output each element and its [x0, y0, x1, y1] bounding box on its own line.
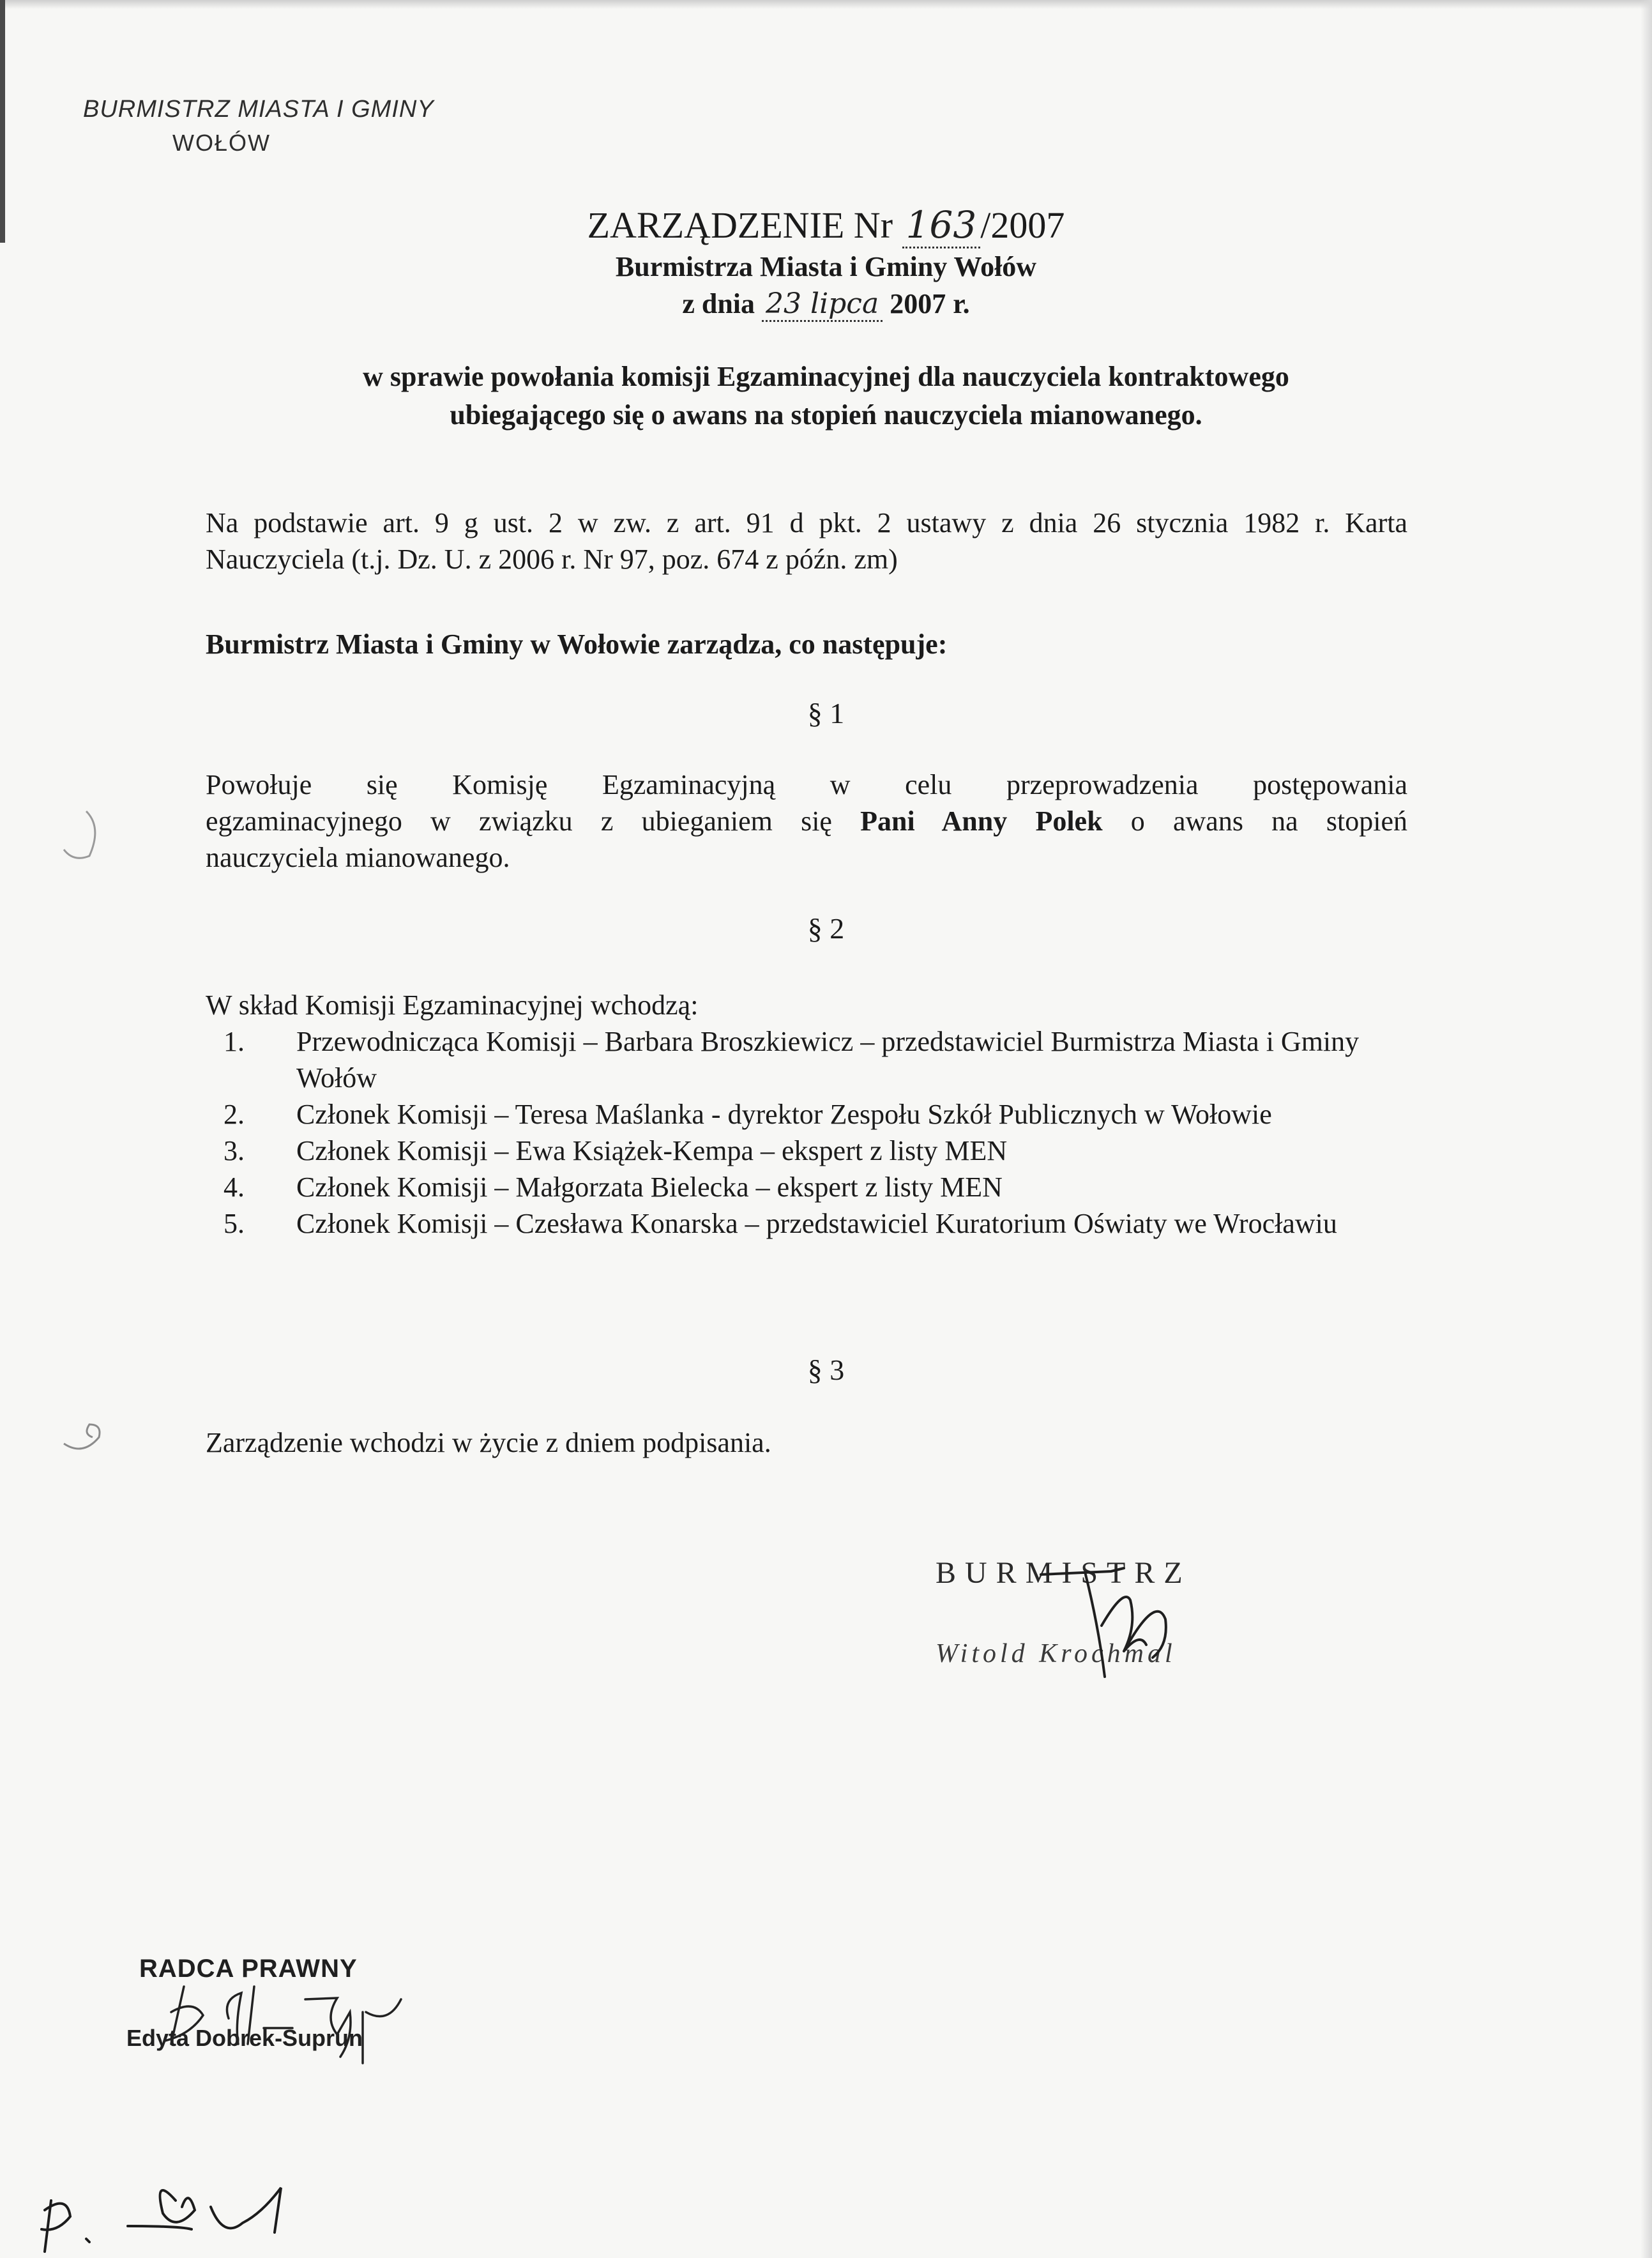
paragraph1-line2-before: egzaminacyjnego w związku z ubieganiem się [206, 805, 832, 837]
list-item-number: 4. [224, 1171, 245, 1203]
decree-statement: Burmistrz Miasta i Gminy w Wołowie zarządza, co następuje: [206, 629, 948, 660]
candidate-name: Pani Anny Polek [860, 805, 1103, 837]
title-prefix: ZARZĄDZENIE Nr [587, 204, 893, 246]
paragraph1-line3: nauczyciela mianowanego. [206, 842, 510, 873]
paragraph1-line2 [206, 803, 1407, 839]
members-list [224, 1023, 1424, 1242]
legal-basis-line1: Na podstawie art. 9 g ust. 2 w zw. z art. 91 d pkt. 2 ustawy z dnia 26 stycznia 1982 r. Karta [206, 507, 1407, 538]
list-item [224, 1096, 1424, 1133]
scan-edge-top [0, 0, 1652, 9]
legal-counsel-name: Edyta Dobrek-Suprun [126, 2025, 363, 2051]
section-1-paragraph [206, 767, 1407, 876]
list-item-number: 5. [224, 1208, 245, 1239]
list-item-number: 2. [224, 1099, 245, 1130]
paragraph1-line2-after: o awans na stopień [1130, 805, 1408, 837]
legal-counsel-title: RADCA PRAWNY [139, 1955, 358, 1983]
list-item [224, 1133, 1424, 1169]
list-item-text: Członek Komisji – Ewa Książek-Kempa – ekspert z listy MEN [296, 1135, 1008, 1166]
scan-edge-right [1641, 0, 1652, 2258]
list-item [224, 1205, 1424, 1242]
section-3-paragraph: Zarządzenie wchodzi w życie z dniem podpisania. [206, 1427, 771, 1458]
date-prefix: z dnia [682, 288, 755, 319]
list-item-text: Członek Komisji – Czesława Konarska – przedstawiciel Kuratorium Oświaty we Wrocławiu [296, 1208, 1337, 1239]
legal-basis [206, 505, 1407, 577]
header-stamp [83, 96, 434, 156]
legal-counsel-stamp [126, 1955, 446, 2070]
list-item-text: Członek Komisji – Teresa Maślanka - dyrektor Zespołu Szkół Publicznych w Wołowie [296, 1099, 1272, 1130]
list-item-text: Członek Komisji – Małgorzata Bielecka – ekspert z listy MEN [296, 1171, 1003, 1203]
section-1-heading: § 1 [807, 697, 845, 729]
section-2-heading: § 2 [807, 912, 845, 945]
date-suffix: 2007 r. [890, 288, 970, 319]
list-item-number: 1. [224, 1026, 245, 1057]
handwritten-signature-icon [1028, 1549, 1194, 1690]
signature-stamp-title: BURMISTRZ [936, 1556, 1192, 1590]
document-date [0, 287, 1652, 320]
scan-smudge-icon [51, 1412, 115, 1463]
list-item [224, 1169, 1424, 1205]
members-lead: W skład Komisji Egzaminacyjnej wchodzą: [206, 989, 699, 1021]
date-handwritten: 23 lipca [762, 287, 883, 322]
mayor-signature-stamp [932, 1549, 1290, 1690]
document-subtitle: Burmistrza Miasta i Gminy Wołów [615, 251, 1037, 282]
header-stamp-line1: BURMISTRZ MIASTA I GMINY [83, 96, 434, 123]
section-3-heading: § 3 [807, 1354, 845, 1386]
scan-smudge-icon [38, 798, 109, 869]
title-handwritten-number: 163 [902, 203, 981, 248]
list-item [224, 1023, 1424, 1096]
paragraph1-line1: Powołuje się Komisję Egzaminacyjną w celu przeprowadzenia postępowania [206, 769, 1407, 800]
subject-line1: w sprawie powołania komisji Egzaminacyjnej dla nauczyciela kontraktowego [363, 361, 1289, 392]
document-title [0, 203, 1652, 247]
document-subject [0, 358, 1652, 434]
legal-basis-line2: Nauczyciela (t.j. Dz. U. z 2006 r. Nr 97, poz. 674 z późn. zm) [206, 544, 898, 575]
signature-stamp-name: Witold Krochmal [936, 1639, 1176, 1668]
list-item-number: 3. [224, 1135, 245, 1166]
title-suffix: /2007 [980, 204, 1065, 246]
header-stamp-line2: WOŁÓW [172, 130, 271, 156]
list-item-text: Przewodnicząca Komisji – Barbara Broszkiewicz – przedstawiciel Burmistrza Miasta i Gminy Wołów [296, 1026, 1360, 1094]
counsel-signature-icon [146, 1974, 452, 2076]
subject-line2: ubiegającego się o awans na stopień nauczyciela mianowanego. [450, 399, 1202, 431]
corner-handwritten-initials-icon [26, 2162, 319, 2258]
